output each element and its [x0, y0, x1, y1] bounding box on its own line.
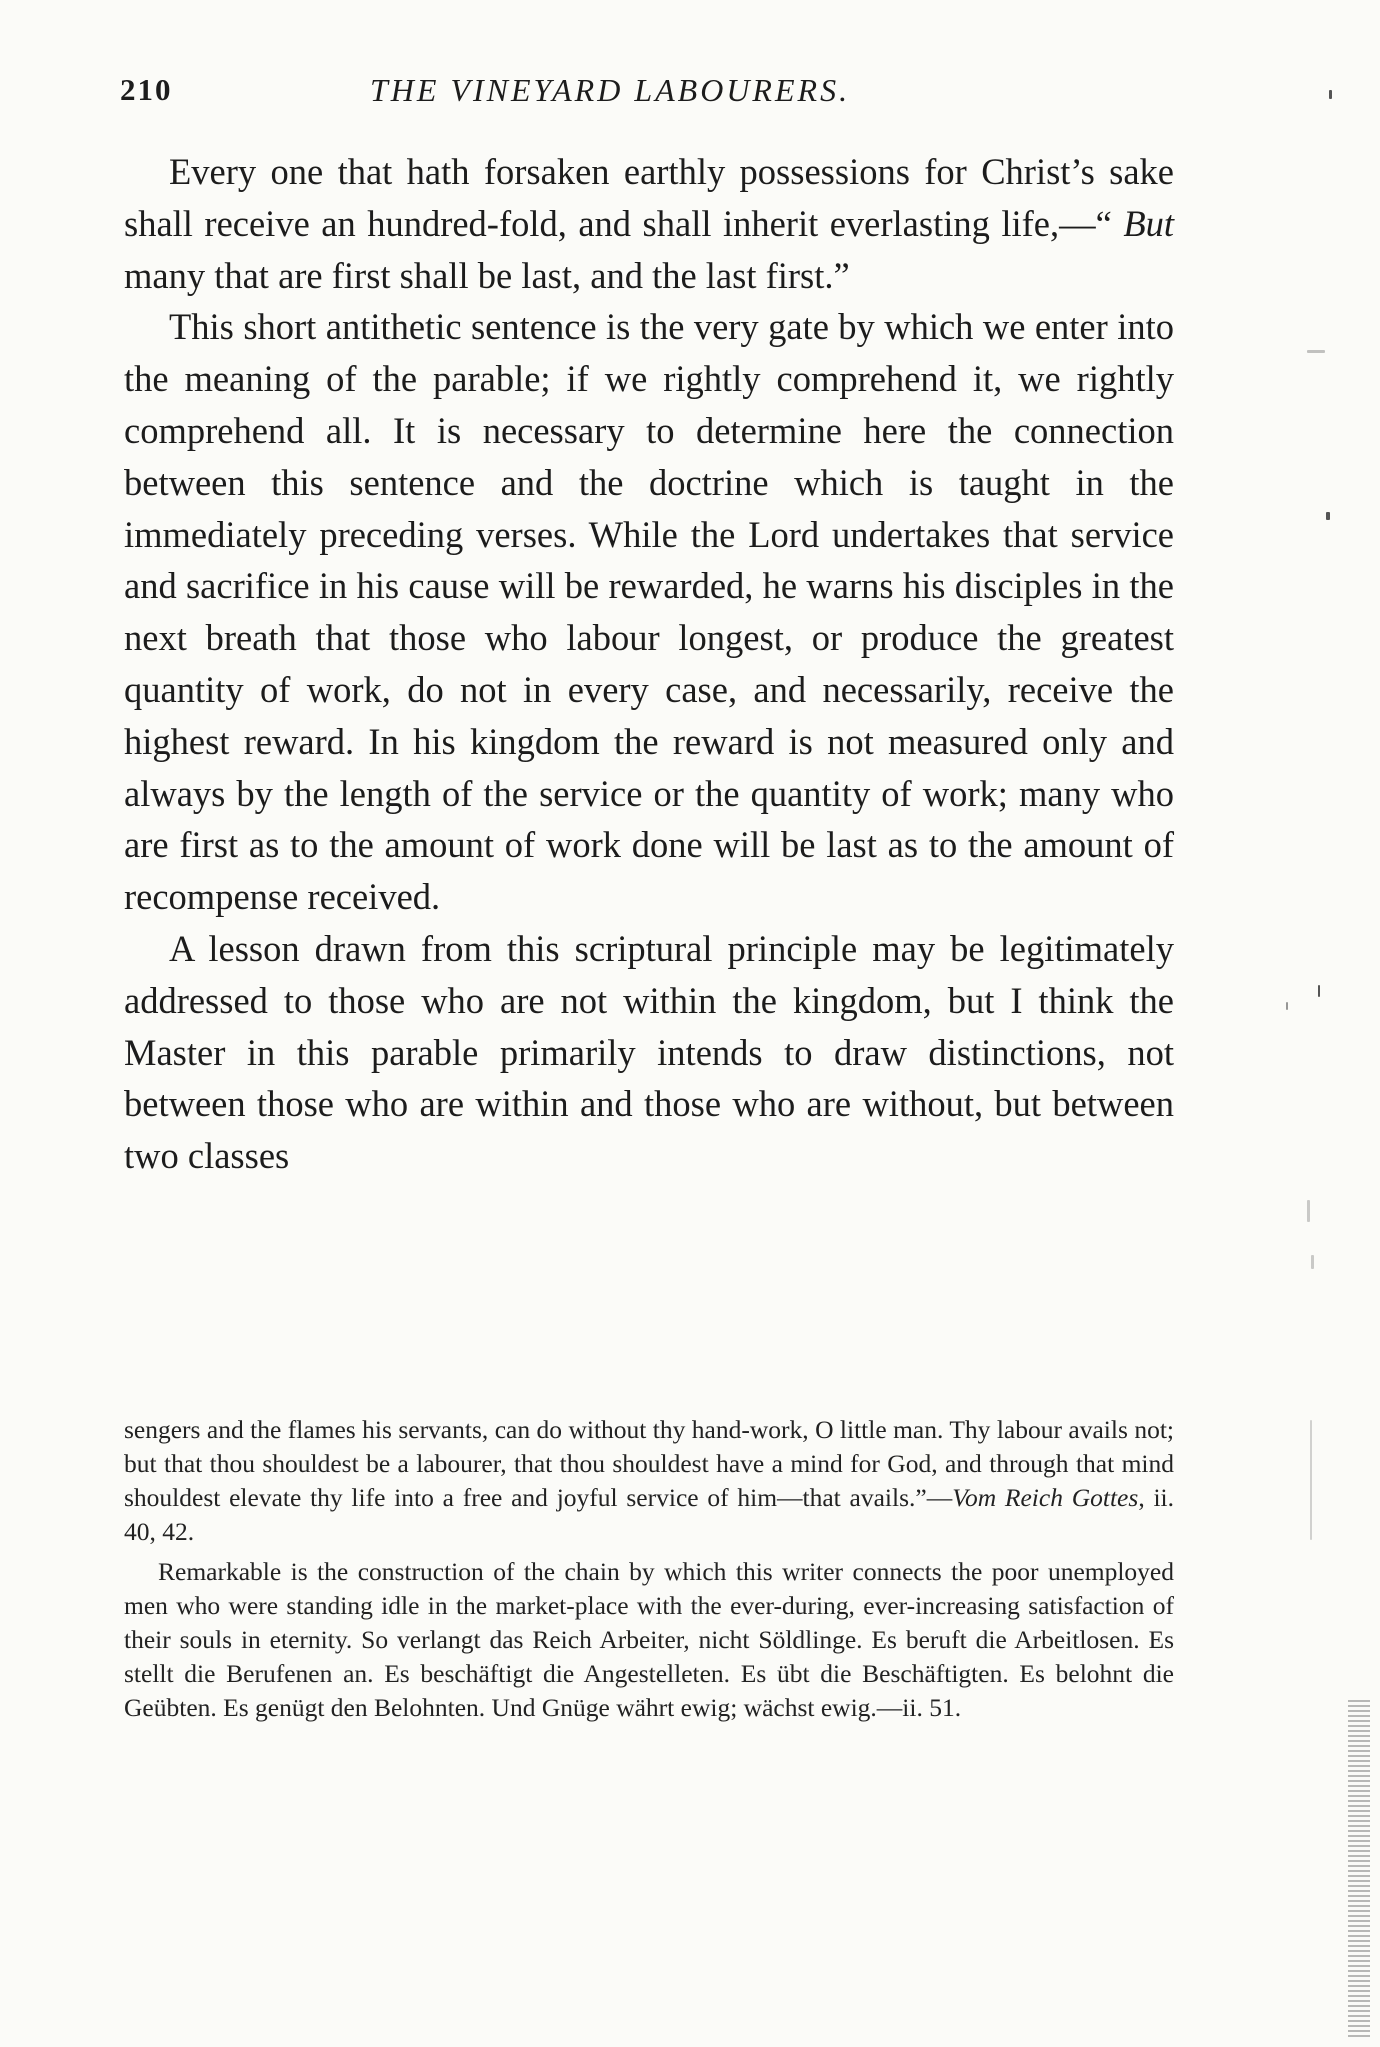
footnote-1-text: sengers and the flames his servants, can do without thy hand-work, O little man. Thy labour avails not; but that thou shouldest be a labourer, that thou shouldest have a mind for God, and through that mind shouldest elevate thy life into a free and joyful service of him—that avails.”— [124, 1415, 1174, 1512]
footnote-1-ref: , ii. 40, 42. [124, 1483, 1175, 1546]
speck [1286, 1002, 1288, 1010]
paragraph-1-italic: But [1123, 202, 1174, 244]
running-title: THE VINEYARD LABOURERS. [370, 72, 851, 108]
paragraph-3: A lesson drawn from this scriptural principle may be legitimately addressed to those who are not within the kingdom, but I think the Master in this parable primarily intends to draw distinctions, not between those who are within and those who are without, but between two classes [124, 927, 1174, 1177]
page-edge [1348, 1700, 1370, 2040]
paragraph-2: This short antithetic sentence is the very gate by which we enter into the meaning of the parable; if we rightly comprehend it, we rightly comprehend all. It is necessary to determine here the connection between this sentence and the doctrine which is taught in the immediately preceding verses. While the Lord undertakes that service and sacrifice in his cause will be rewarded, he warns his disciples in the next breath that those who labour longest, or produce the greatest quantity of work, do not in every case, and necessarily, receive the highest reward. In his kingdom the reward is not measured only and always by the length of the service or the quantity of work; many who are first as to the amount of work done will be last as to the amount of recompense received. [124, 306, 1174, 918]
speck [1326, 512, 1330, 520]
footnote-1-source: Vom Reich Gottes [952, 1483, 1139, 1512]
speck [1307, 350, 1325, 353]
running-head [120, 72, 1180, 122]
page-number: 210 [120, 72, 173, 107]
body-text [124, 146, 1174, 1182]
paragraph-1-text-b: many that are first shall be last, and the last first.” [124, 254, 850, 296]
speck [1329, 90, 1332, 99]
speck [1310, 1420, 1312, 1540]
footnote-continued [124, 1413, 1174, 1549]
speck [1307, 1200, 1310, 1222]
footnotes [124, 1413, 1174, 1725]
speck [1311, 1255, 1314, 1269]
speck [1318, 985, 1320, 997]
footnote-2: Remarkable is the construction of the chain by which this writer connects the poor unemployed men who were standing idle in the market-place with the ever-during, ever-increasing satisfaction of their souls in eternity. So verlangt das Reich Arbeiter, nicht Söldlinge. Es beruft die Arbeitlosen. Es stellt die Berufenen an. Es beschäftigt die Angestelleten. Es übt die Beschäftigten. Es belohnt die Geübten. Es genügt den Belohnten. Und Gnüge währt ewig; wächst ewig.—ii. 51. [124, 1557, 1174, 1722]
paragraph-1 [124, 146, 1174, 301]
margin-specks [1260, 0, 1380, 2047]
paragraph-1-text-a: Every one that hath forsaken earthly possessions for Christ’s sake shall receive an hundred-fold, and shall inherit everlasting life,—“ [124, 151, 1174, 244]
